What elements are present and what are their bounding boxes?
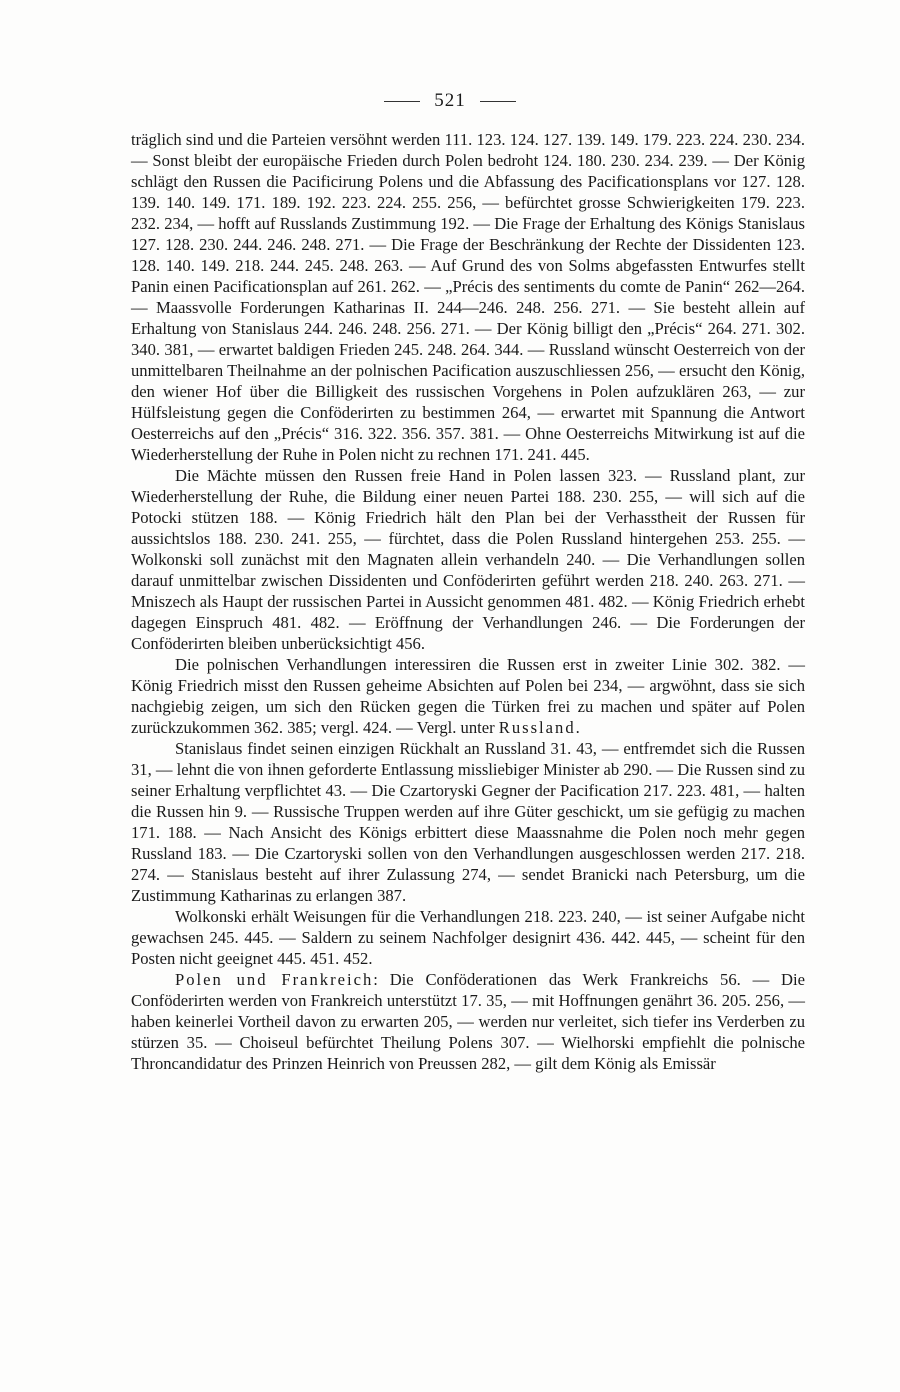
paragraph-text: : Die Conföderationen das Werk Frankreichs 56. — Die Conföderirten werden von Frankreich unterstützt 17. 35, — mit Hoffnungen genährt 36. 205. 256, — haben keinerlei Vortheil davon zu erwarten 205, — werden nur verleitet, sich tiefer ins Verderben zu stürzen 35. — Choiseul befürchtet Theilung Polens 307. — Wielhorski empfiehlt die polnische Throncandidatur des Prinzen Heinrich von Preussen 282, — gilt dem König als Emissär [131,970,805,1073]
paragraph [131,969,805,1074]
spaced-heading-text: Polen und Frankreich [175,970,374,989]
paragraph-text: Die polnischen Verhandlungen interessiren die Russen erst in zweiter Linie 302. 382. — König Friedrich misst den Russen geheime Absichten auf Polen bei 234, — argwöhnt, dass sie sich nachgiebig zeigen, um sich den Rücken gegen die Türken frei zu machen und später auf Polen zurückzukommen 362. 385; vergl. 424. — Vergl. unter [131,655,805,737]
page-header [0,86,900,116]
paragraph [131,465,805,654]
header-rule-left [384,101,420,102]
paragraph-text: Stanislaus findet seinen einzigen Rückhalt an Russland 31. 43, — entfremdet sich die Russen 31, — lehnt die von ihnen geforderte Entlassung missliebiger Minister ab 290. — Die Russen sind zu seiner Erhaltung verpflichtet 43. — Die Czartoryski Gegner der Pacification 217. 223. 481, — halten die Russen hin 9. — Russische Truppen werden auf ihre Güter geschickt, um sie gefügig zu machen 171. 188. — Nach Ansicht des Königs erbittert diese Maassnahme die Polen noch mehr gegen Russland 183. — Die Czartoryski sollen von den Verhandlungen ausgeschlossen werden 217. 218. 274. — Stanislaus besteht auf ihrer Zulassung 274, — sendet Branicki nach Petersburg, um die Zustimmung Katharinas zu erlangen 387. [131,739,805,905]
paragraph-text: . [575,718,580,737]
paragraph [131,129,805,465]
page-body [131,129,805,1074]
header-rule-right [480,101,516,102]
paragraph [131,738,805,906]
page-number: 521 [434,90,466,111]
paragraph-text: Die Mächte müssen den Russen freie Hand in Polen lassen 323. — Russland plant, zur Wiederherstellung der Ruhe, die Bildung einer neuen Partei 188. 230. 255, — will sich auf die Potocki stützen 188. — König Friedrich hält den Plan bei der Verhasstheit der Russen für aussichtslos 188. 230. 241. 255, — fürchtet, dass die Polen Russland hintergehen 253. 255. — Wolkonski soll zunächst mit den Magnaten allein verhandeln 240. — Die Verhandlungen sollen darauf unmittelbar zwischen Dissidenten und Conföderirten geführt werden 218. 240. 263. 271. — Mniszech als Haupt der russischen Partei in Aussicht genommen 481. 482. — König Friedrich erhebt dagegen Einspruch 481. 482. — Eröffnung der Verhandlungen 246. — Die Forderungen der Conföderirten bleiben unberücksichtigt 456. [131,466,805,653]
paragraph-text: Wolkonski erhält Weisungen für die Verhandlungen 218. 223. 240, — ist seiner Aufgabe nicht gewachsen 245. 445. — Saldern zu seinem Nachfolger designirt 436. 442. 445, — scheint für den Posten nicht geeignet 445. 451. 452. [131,907,805,968]
paragraph [131,654,805,738]
paragraph-text: träglich sind und die Parteien versöhnt werden 111. 123. 124. 127. 139. 149. 179. 223. 224. 230. 234. — Sonst bleibt der europäische Frieden durch Polen bedroht 124. 180. 230. 234. 239. — Der König schlägt den Russen die Pacificirung Polens und die Abfassung des Pacificationsplans vor 127. 128. 139. 140. 149. 171. 189. 192. 223. 224. 255. 256, — befürchtet grosse Schwierigkeiten 179. 223. 232. 234, — hofft auf Russlands Zustimmung 192. — Die Frage der Erhaltung des Königs Stanislaus 127. 128. 230. 244. 246. 248. 271. — Die Frage der Beschränkung der Rechte der Dissidenten 123. 128. 140. 149. 218. 244. 245. 248. 263. — Auf Grund des von Solms abgefassten Entwurfes stellt Panin einen Pacificationsplan auf 261. 262. — „Précis des sentiments du comte de Panin“ 262—264. — Maassvolle Forderungen Katharinas II. 244—246. 248. 256. 271. — Sie besteht allein auf Erhaltung von Stanislaus 244. 246. 248. 256. 271. — Der König billigt den „Précis“ 264. 271. 302. 340. 381, — erwartet baldigen Frieden 245. 248. 264. 344. — Russland wünscht Oesterreich von der unmittelbaren Theilnahme an der polnischen Pacification auszuschliessen 256, — ersucht den König, den wiener Hof über die Billigkeit des russischen Vorgehens in Polen aufzuklären 263, — zur Hülfsleistung gegen die Conföderirten zu bestimmen 264, — erwartet mit Spannung die Antwort Oesterreichs auf den „Précis“ 316. 322. 356. 357. 381. — Ohne Oesterreichs Mitwirkung ist auf die Wiederherstellung der Ruhe in Polen nicht zu rechnen 171. 241. 445. [131,130,805,464]
spaced-heading-text: Russland [498,718,576,737]
paragraph [131,906,805,969]
